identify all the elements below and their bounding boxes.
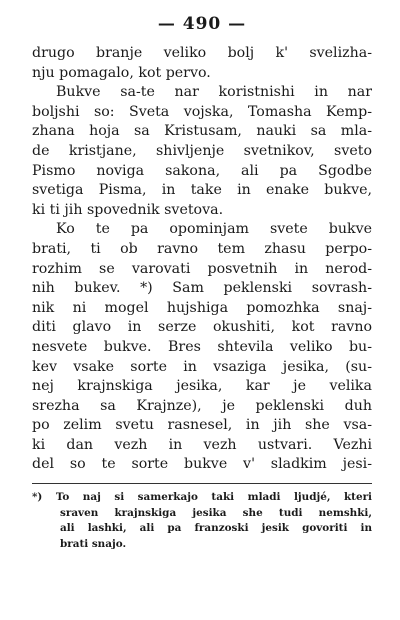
text-line: nej krajnskiga jesika, kar je velika — [32, 378, 372, 395]
body-text — [32, 44, 372, 475]
footnote — [32, 490, 372, 552]
text-line: brati, ti ob ravno tem zhasu perpo- — [32, 240, 372, 257]
footnote-line: *) To naj si samerkajo taki mladi ljudjé, kteri — [32, 491, 372, 504]
text-line: nesvete bukve. Bres shtevila veliko bu- — [32, 338, 372, 355]
text-line: ki dan vezh in vezh ustvari. Vezhi — [32, 436, 372, 453]
footnote-line: ali lashki, ali pa franzoski jesik govoriti in — [60, 522, 372, 535]
text-line: Pismo noviga sakona, ali pa Sgodbe — [32, 162, 372, 179]
text-line: Ko te pa opominjam svete bukve — [56, 221, 372, 238]
text-line: nju pomagalo, kot pervo. — [32, 64, 211, 81]
text-line: rozhim se varovati posvetnih in nerod- — [32, 260, 372, 277]
text-line: nik ni mogel hujshiga pomozhka snaj- — [32, 299, 372, 316]
text-line: drugo branje veliko bolj k' svelizha- — [32, 45, 372, 61]
text-line: kev vsake sorte in vsaziga jesika, (su- — [32, 358, 372, 375]
footnote-line: brati snajo. — [60, 537, 127, 550]
footnote-divider — [32, 483, 372, 484]
page-number: — 490 — — [157, 14, 247, 34]
text-line: nih bukev. *) Sam peklenski sovrash- — [32, 280, 372, 297]
text-line: ki ti jih spovednik svetova. — [32, 201, 224, 218]
text-line: po zelim svetu rasnesel, in jih she vsa- — [32, 417, 372, 434]
text-line: zhana hoja sa Kristusam, nauki sa mla- — [32, 123, 372, 140]
text-line: srezha sa Krajnze), je peklenski duh — [32, 397, 372, 414]
footnote-line: sraven krajnskiga jesika she tudi nemshki, — [60, 506, 372, 519]
text-line: Bukve sa-te nar koristnishi in nar — [56, 84, 372, 101]
text-line: diti glavo in serze okushiti, kot ravno — [32, 319, 372, 336]
text-line: del so te sorte bukve v' sladkim jesi- — [32, 456, 372, 473]
text-line: svetiga Pisma, in take in enake bukve, — [32, 182, 372, 199]
text-line: boljshi so: Sveta vojska, Tomasha Kemp- — [32, 103, 372, 120]
text-line: de kristjane, shivljenje svetnikov, sveto — [32, 142, 372, 159]
